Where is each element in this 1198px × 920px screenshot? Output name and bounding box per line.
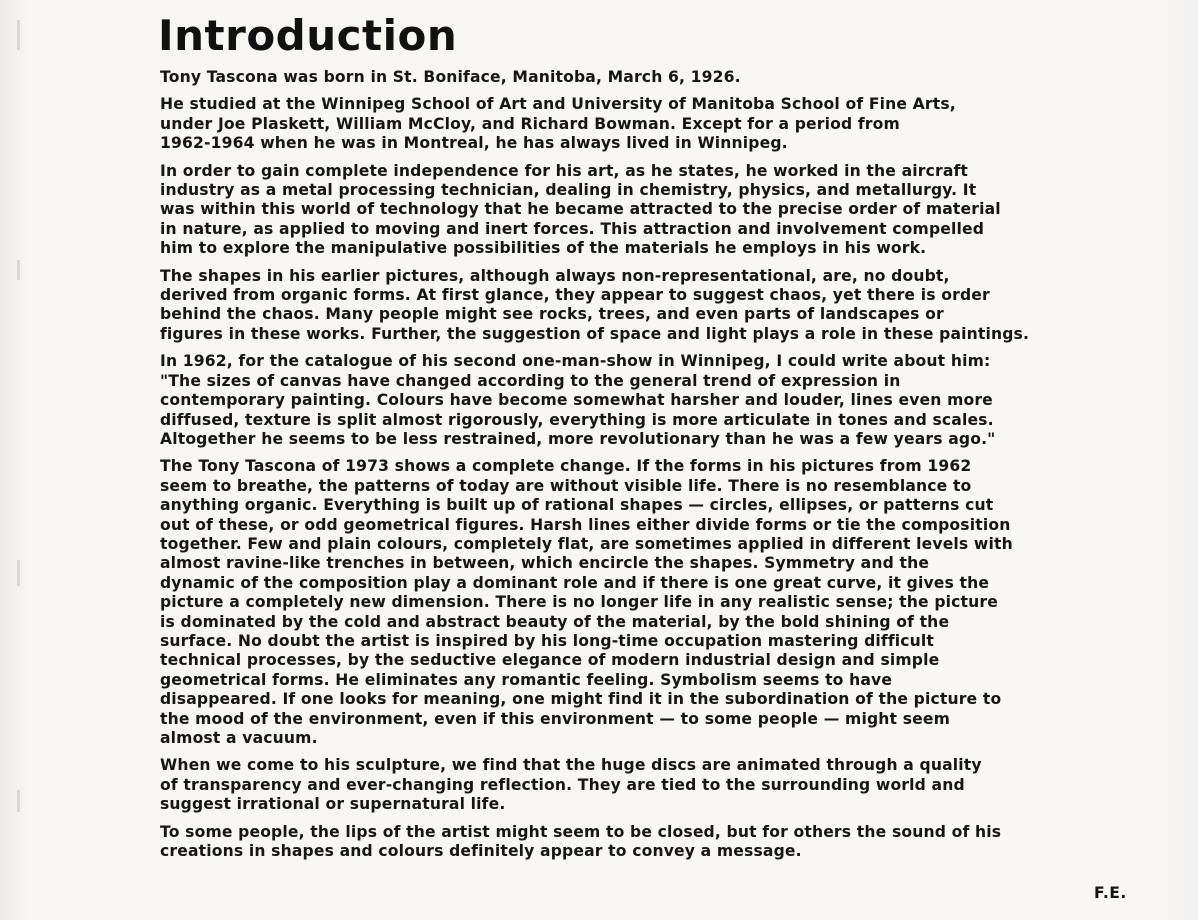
paragraph: [160, 823, 1190, 862]
page-edge-mark: [17, 260, 20, 280]
paragraph: [160, 457, 1190, 748]
paragraph: [160, 95, 1190, 153]
text-line: dynamic of the composition play a dominant role and if there is one great curve, it gives the: [160, 573, 990, 592]
text-line: figures in these works. Further, the suggestion of space and light plays a role in these paintings.: [160, 324, 1030, 343]
text-line: diffused, texture is split almost rigorously, everything is more articulate in tones and scales.: [160, 410, 994, 429]
text-line: anything organic. Everything is built up of rational shapes — circles, ellipses, or patterns cut: [160, 496, 994, 515]
text-line: out of these, or odd geometrical figures. Harsh lines either divide forms or tie the composition: [160, 515, 1011, 534]
text-line: is dominated by the cold and abstract beauty of the material, by the bold shining of the: [160, 612, 950, 631]
text-line: in nature, as applied to moving and inert forces. This attraction and involvement compelled: [160, 219, 985, 238]
paragraph-list: [160, 68, 1190, 861]
text-line: The Tony Tascona of 1973 shows a complete change. If the forms in his pictures from 1962: [160, 457, 972, 476]
text-line: together. Few and plain colours, completely flat, are sometimes applied in different levels with: [160, 534, 1013, 553]
text-line: under Joe Plaskett, William McCloy, and Richard Bowman. Except for a period from: [160, 114, 900, 133]
text-line: 1962-1964 when he was in Montreal, he has always lived in Winnipeg.: [160, 134, 788, 153]
text-line: of transparency and ever-changing reflection. They are tied to the surrounding world and: [160, 775, 965, 794]
paragraph: [160, 162, 1190, 259]
text-line: The shapes in his earlier pictures, although always non-representational, are, no doubt,: [160, 266, 950, 285]
text-line: suggest irrational or supernatural life.: [160, 795, 506, 814]
page-edge-mark: [17, 790, 20, 812]
text-line: disappeared. If one looks for meaning, one might find it in the subordination of the picture to: [160, 690, 1002, 709]
text-line: the mood of the environment, even if this environment — to some people — might seem: [160, 709, 950, 728]
paragraph: [160, 352, 1190, 449]
text-line: derived from organic forms. At first glance, they appear to suggest chaos, yet there is order: [160, 286, 990, 305]
text-line: creations in shapes and colours definitely appear to convey a message.: [160, 842, 802, 861]
text-line: In order to gain complete independence for his art, as he states, he worked in the aircraft: [160, 161, 969, 180]
text-line: industry as a metal processing technician, dealing in chemistry, physics, and metallurgy. It: [160, 181, 977, 200]
text-line: geometrical forms. He eliminates any romantic feeling. Symbolism seems to have: [160, 670, 893, 689]
text-line: almost a vacuum.: [160, 729, 318, 747]
text-line: contemporary painting. Colours have become somewhat harsher and louder, lines even more: [160, 391, 993, 410]
text-line: him to explore the manipulative possibilities of the materials he employs in his work.: [160, 239, 927, 258]
page-edge-mark: [17, 20, 20, 50]
text-line: In 1962, for the catalogue of his second one-man-show in Winnipeg, I could write about him:: [160, 352, 991, 371]
text-line: To some people, the lips of the artist might seem to be closed, but for others the sound of his: [160, 822, 1002, 841]
page-title: Introduction: [158, 11, 458, 60]
text-line: picture a completely new dimension. There is no longer life in any realistic sense; the picture: [160, 593, 998, 612]
text-line: When we come to his sculpture, we find that the huge discs are animated through a quality: [160, 756, 982, 775]
document-body: [160, 10, 1190, 869]
paragraph: [160, 267, 1190, 345]
text-line: He studied at the Winnipeg School of Art and University of Manitoba School of Fine Arts,: [160, 95, 956, 114]
text-line: behind the chaos. Many people might see rocks, trees, and even parts of landscapes or: [160, 305, 944, 324]
paragraph: [160, 68, 1190, 87]
text-line: was within this world of technology that he became attracted to the precise order of material: [160, 200, 1001, 219]
text-line: almost ravine-like trenches in between, which encircle the shapes. Symmetry and the: [160, 554, 930, 573]
page-edge-mark: [17, 560, 20, 586]
paragraph: [160, 756, 1190, 814]
text-line: surface. No doubt the artist is inspired by his long-time occupation mastering difficult: [160, 631, 935, 650]
text-line: Tony Tascona was born in St. Boniface, Manitoba, March 6, 1926.: [160, 68, 741, 86]
text-line: "The sizes of canvas have changed according to the general trend of expression in: [160, 371, 901, 390]
text-line: technical processes, by the seductive elegance of modern industrial design and simple: [160, 651, 940, 670]
text-line: Altogether he seems to be less restrained, more revolutionary than he was a few years ago.": [160, 429, 996, 448]
text-line: seem to breathe, the patterns of today are without visible life. There is no resemblance to: [160, 476, 972, 495]
author-initials: F.E.: [1094, 884, 1127, 902]
